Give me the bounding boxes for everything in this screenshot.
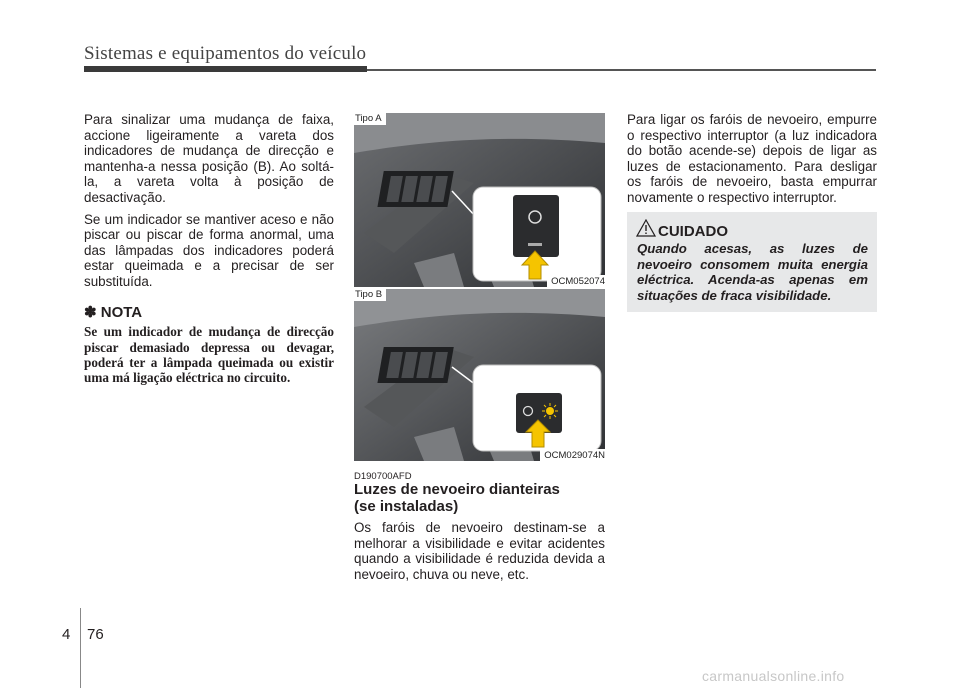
figure-type-a — [354, 113, 605, 287]
watermark: carmanualsonline.info — [702, 668, 845, 684]
note-body: Se um indicador de mudança de direcção piscar demasiado depressa ou devagar, poderá ter a lâmpada queimada ou existir uma má ligação eléctrica no circuito. — [84, 324, 334, 386]
paragraph-indicator-fault: Se um indicador se mantiver aceso e não piscar ou piscar de forma anormal, uma das lâmpadas dos indicadores poderá estar queimada e a precisar de ser substituída. — [84, 211, 334, 289]
dashboard-illustration-a — [354, 113, 605, 287]
figure-a-label: Tipo A — [354, 113, 386, 125]
chapter-number: 4 — [62, 626, 71, 643]
figure-a-code: OCM052074 — [547, 275, 605, 287]
caution-box — [627, 212, 877, 312]
caution-title: CUIDADO — [658, 223, 728, 240]
page-number-divider — [80, 608, 81, 688]
column-right — [627, 112, 877, 212]
paragraph-turn-signal: Para sinalizar uma mudança de faixa, accione ligeiramente a vareta dos indicadores de mudança de direcção e mantenha-a nessa posição (B). Ao soltá-la, a vareta volta à posição de desactivação. — [84, 112, 334, 205]
warning-triangle-icon — [636, 219, 656, 237]
page-header-title: Sistemas e equipamentos do veículo — [84, 43, 367, 64]
page-number: 76 — [87, 626, 104, 643]
paragraph-fog-switch: Para ligar os faróis de nevoeiro, empurre o respectivo interruptor (a luz indicadora do botão acende-se) depois de ligar as luzes de estacionamento. Para desligar os faróis de nevoeiro, basta empurrar novamente o respectivo interruptor. — [627, 112, 877, 205]
section-title — [354, 482, 605, 515]
dashboard-illustration-b — [354, 289, 605, 461]
section-title-line-2: (se instaladas) — [354, 497, 459, 515]
header-tab-bar — [84, 66, 367, 72]
caution-body: Quando acesas, as luzes de nevoeiro consomem muita energia eléctrica. Acenda-as apenas em situações de fraca visibilidade. — [637, 241, 868, 303]
column-left — [84, 112, 334, 392]
note-title: ✽ NOTA — [84, 303, 143, 321]
section-code: D190700AFD — [354, 471, 412, 482]
figure-b-label: Tipo B — [354, 289, 386, 301]
figure-b-code: OCM029074N — [540, 449, 605, 461]
figure-type-b — [354, 289, 605, 461]
section-title-line-1: Luzes de nevoeiro dianteiras — [354, 481, 560, 498]
section-body: Os faróis de nevoeiro destinam-se a melhorar a visibilidade e evitar acidentes quando a visibilidade é reduzida devida a nevoeiro, chuva ou neve, etc. — [354, 520, 605, 582]
